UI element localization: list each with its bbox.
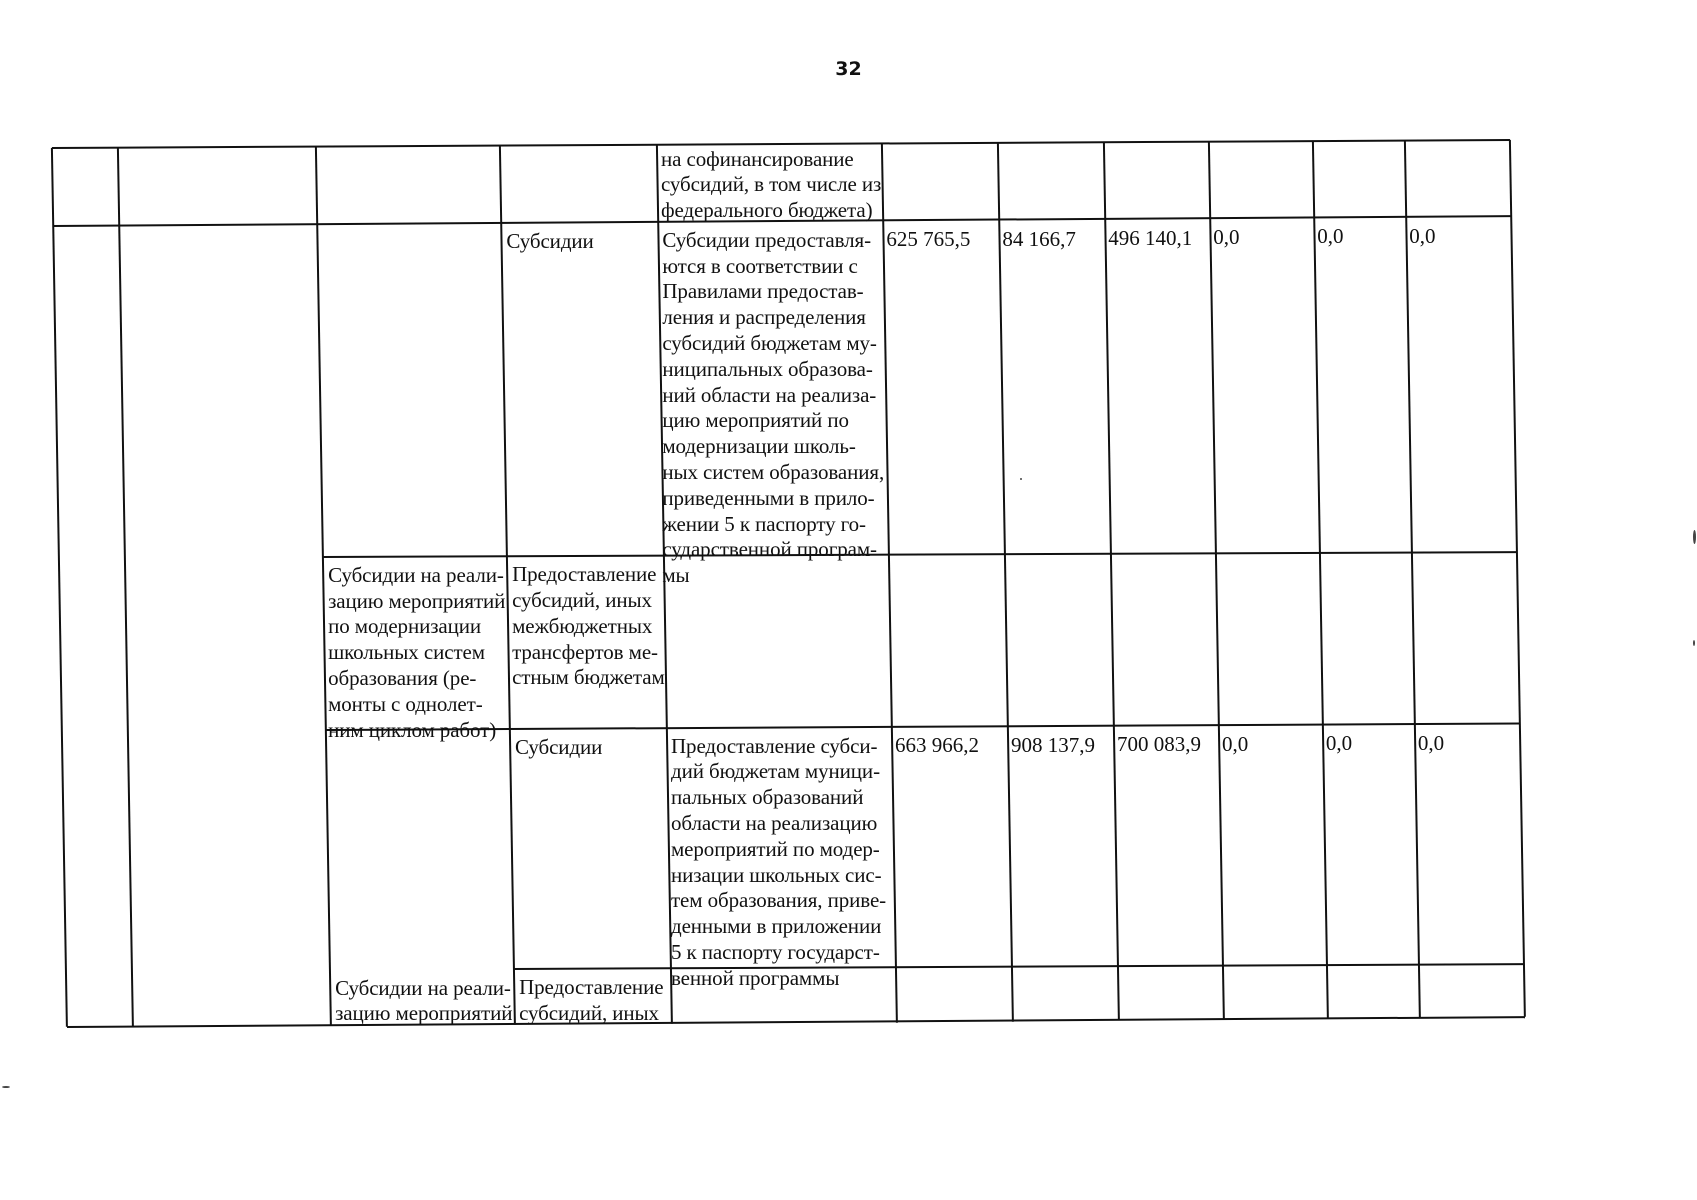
description-cell: Субсидии предоставля- ются в соответствии с Правилами предостав- ления и распределения субсидий бюджетам му- ниципальных образова- ний области на реализа- цию мероприятий по модернизации школь- ных систем образования, приведенными в прило- жении 5 к паспорту го- сударственной програм- мы — [662, 227, 885, 588]
scan-speck — [1693, 640, 1695, 646]
scan-speck — [1020, 478, 1022, 480]
value-cell: 0,0 — [1325, 731, 1353, 756]
scan-speck — [1693, 530, 1696, 544]
value-cell: 496 140,1 — [1108, 225, 1193, 250]
value-cell: 908 137,9 — [1010, 732, 1095, 757]
expense-type-cell: Субсидии — [506, 228, 594, 253]
value-cell: 625 765,5 — [886, 227, 971, 252]
value-cell: 700 083,9 — [1116, 732, 1201, 757]
table-rule — [1509, 140, 1526, 1017]
description-cell: на софинансирование субсидий, в том числе из федерального бюджета) — [660, 146, 882, 223]
value-cell: 663 966,2 — [894, 733, 979, 758]
expense-type-cell: Предоставление субсидий, иных — [519, 974, 664, 1025]
table-rule — [51, 148, 68, 1027]
table-rule — [997, 143, 1014, 1022]
expense-type-cell: Предоставление субсидий, иных межбюджетных трансфертов ме- стным бюджетам — [512, 562, 665, 690]
value-cell: 0,0 — [1417, 730, 1445, 755]
table-rule — [1103, 142, 1120, 1020]
value-cell: 0,0 — [1213, 225, 1240, 250]
table-rule — [323, 551, 1517, 558]
value-cell: 84 166,7 — [1002, 226, 1076, 251]
description-cell: Предоставление субси- дий бюджетам муници- пальных образований области на реализацию мероприятий по модер- низации школьных сис- тем образования, приве- денными в приложении 5 к паспорту государст- венной программы — [670, 733, 887, 990]
value-cell: 0,0 — [1317, 224, 1344, 249]
scan-speck — [2, 1086, 10, 1088]
page-number: 32 — [835, 58, 862, 80]
table-rule — [1312, 141, 1329, 1019]
activity-name-cell: Субсидии на реали- зацию мероприятий по модернизации школьных систем образования (ре- монты с однолет- ним циклом работ) — [328, 562, 506, 742]
value-cell: 0,0 — [1409, 223, 1436, 248]
table-rule — [1208, 142, 1225, 1020]
table-rule — [1404, 141, 1421, 1018]
table-rule — [514, 963, 1524, 970]
value-cell: 0,0 — [1221, 731, 1249, 756]
table-rule — [117, 148, 134, 1026]
expense-type-cell: Субсидии — [515, 734, 603, 759]
activity-name-cell: Субсидии на реали- зацию мероприятий — [335, 975, 513, 1026]
table-rule — [67, 1016, 1525, 1028]
